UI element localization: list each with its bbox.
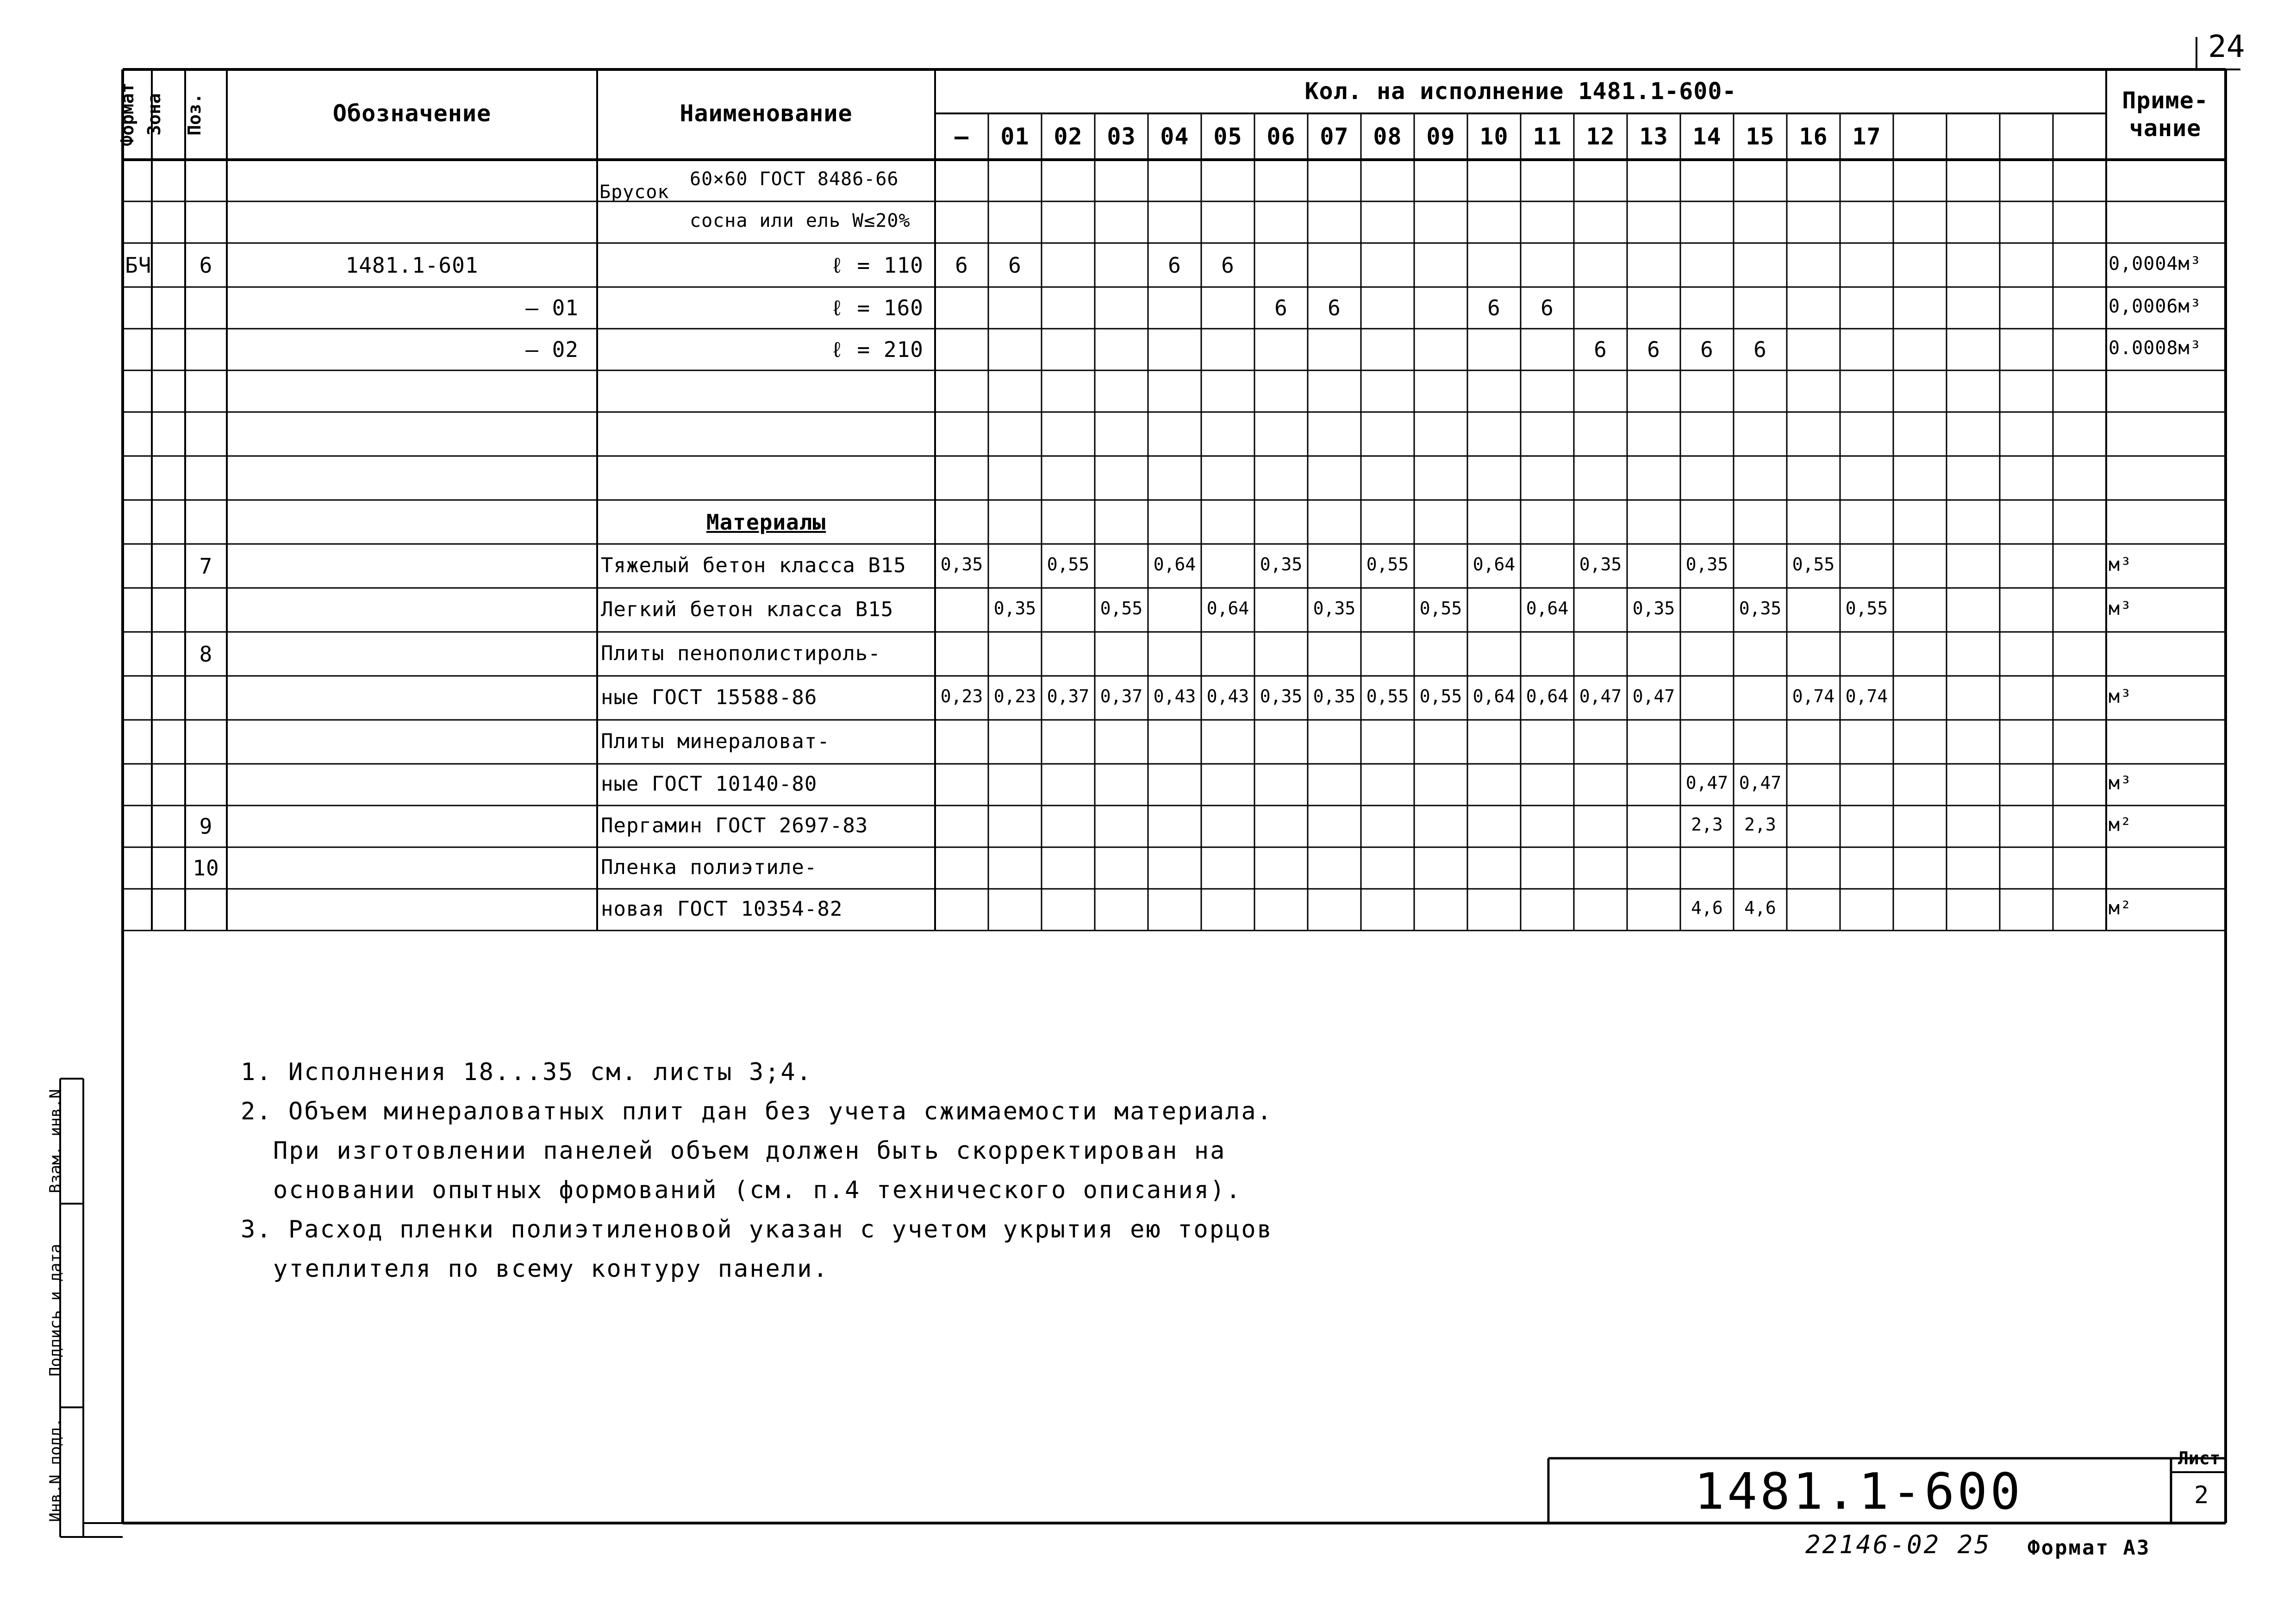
variant-quantity: 0,43 — [1206, 686, 1249, 706]
variant-header-10: 10 — [1479, 123, 1509, 150]
variant-quantity: 0,47 — [1685, 773, 1728, 793]
variant-quantity: 6 — [955, 253, 968, 278]
variant-header-–: – — [954, 123, 969, 150]
variant-quantity: 0,47 — [1632, 686, 1675, 706]
order-number: 22146-02 25 — [1805, 1530, 1991, 1559]
row-position: 10 — [193, 856, 219, 881]
row-position: 8 — [199, 642, 213, 667]
row-designation: – 01 — [525, 295, 579, 320]
row-name-brusok: Брусок — [599, 181, 669, 203]
variant-header-14: 14 — [1692, 123, 1722, 150]
row-note: м³ — [2109, 773, 2132, 794]
row-note: м³ — [2109, 554, 2132, 575]
variant-quantity: 0,64 — [1526, 598, 1569, 618]
variant-header-01: 01 — [1000, 123, 1029, 150]
row-name: ℓ = 210 — [830, 337, 923, 362]
sheet-label: Лист — [2178, 1448, 2221, 1468]
variant-quantity: 4,6 — [1744, 898, 1776, 918]
variant-quantity: 0,35 — [1260, 554, 1303, 575]
note-line: утеплителя по всему контуру панели. — [273, 1255, 829, 1283]
variant-quantity: 0,55 — [1845, 598, 1888, 618]
variant-quantity: 0,64 — [1206, 598, 1249, 618]
row-name: Плиты минераловат- — [601, 730, 830, 753]
variant-quantity: 0,55 — [1047, 554, 1090, 575]
header-format: Формат — [117, 82, 137, 146]
variant-quantity: 0,35 — [1632, 598, 1675, 618]
variant-header-02: 02 — [1054, 123, 1083, 150]
row-note: м³ — [2109, 598, 2132, 619]
variant-header-17: 17 — [1852, 123, 1881, 150]
variant-quantity: 6 — [1753, 337, 1767, 362]
variant-quantity: 6 — [1594, 337, 1607, 362]
variant-quantity: 0,35 — [1313, 686, 1356, 706]
row-note: м² — [2109, 898, 2132, 919]
variant-header-11: 11 — [1533, 123, 1562, 150]
row-position: 6 — [199, 253, 213, 278]
row-note: м² — [2109, 814, 2132, 836]
variant-quantity: 0,35 — [1579, 554, 1622, 575]
row-name-spec: 60×60 ГОСТ 8486-66 — [690, 169, 899, 190]
variant-quantity: 0,64 — [1472, 554, 1516, 575]
variant-quantity: 0,23 — [993, 686, 1036, 706]
variant-quantity: 0,35 — [1313, 598, 1356, 618]
row-note: м³ — [2109, 686, 2132, 707]
row-note: 0,0004м³ — [2109, 253, 2202, 275]
variant-quantity: 6 — [1487, 295, 1501, 320]
side-stamp-replace-inv: Взам. инв.N — [46, 1089, 65, 1193]
note-line: 2. Объем минераловатных плит дан без учета сжимаемости материала. — [241, 1098, 1273, 1125]
variant-header-05: 05 — [1213, 123, 1242, 150]
variant-quantity: 0,37 — [1047, 686, 1090, 706]
variant-quantity: 0,55 — [1419, 598, 1462, 618]
format-label: Формат А3 — [2028, 1536, 2151, 1560]
sheet-number-top: 24 — [2208, 29, 2245, 64]
variant-quantity: 0,35 — [993, 598, 1036, 618]
variant-quantity: 0,55 — [1366, 554, 1409, 575]
variant-header-06: 06 — [1267, 123, 1296, 150]
note-line: При изготовлении панелей объем должен быть скорректирован на — [273, 1137, 1226, 1165]
variant-quantity: 0,35 — [1685, 554, 1728, 575]
header-note-line1: Приме- — [2122, 87, 2209, 114]
variant-header-09: 09 — [1426, 123, 1455, 150]
variant-quantity: 6 — [1647, 337, 1660, 362]
note-line: основании опытных формований (см. п.4 технического описания). — [273, 1176, 1242, 1204]
variant-header-04: 04 — [1160, 123, 1189, 150]
row-name: ℓ = 110 — [830, 253, 923, 278]
header-pos: Поз. — [184, 93, 205, 136]
header-zone: Зона — [144, 93, 164, 136]
row-note: 0,0006м³ — [2109, 296, 2202, 317]
variant-quantity: 0,74 — [1792, 686, 1835, 706]
variant-quantity: 6 — [1008, 253, 1022, 278]
row-name: новая ГОСТ 10354-82 — [601, 897, 843, 921]
variant-quantity: 0,23 — [940, 686, 983, 706]
row-position: 7 — [199, 554, 213, 579]
variant-quantity: 6 — [1221, 253, 1235, 278]
variant-quantity: 0,74 — [1845, 686, 1888, 706]
variant-quantity: 4,6 — [1691, 898, 1723, 918]
variant-quantity: 6 — [1168, 253, 1181, 278]
variant-quantity: 0,64 — [1526, 686, 1569, 706]
variant-quantity: 0,35 — [940, 554, 983, 575]
header-name: Наименование — [680, 100, 853, 127]
row-name: ные ГОСТ 15588-86 — [601, 686, 817, 709]
variant-header-08: 08 — [1373, 123, 1402, 150]
sheet-value: 2 — [2194, 1481, 2209, 1509]
doc-code: 1481.1-600 — [1694, 1463, 2023, 1521]
note-line: 1. Исполнения 18...35 см. листы 3;4. — [241, 1058, 813, 1086]
row-name: Тяжелый бетон класса В15 — [601, 554, 906, 577]
variant-quantity: 0,35 — [1260, 686, 1303, 706]
side-stamp-inv-orig: Инв.N подл. — [46, 1418, 65, 1522]
variant-quantity: 0,55 — [1366, 686, 1409, 706]
variant-quantity: 0,64 — [1153, 554, 1196, 575]
variant-quantity: 6 — [1700, 337, 1714, 362]
row-position: 9 — [199, 814, 213, 839]
variant-header-12: 12 — [1586, 123, 1615, 150]
variant-quantity: 0,47 — [1579, 686, 1622, 706]
note-line: 3. Расход пленки полиэтиленовой указан с учетом укрытия ею торцов — [241, 1216, 1273, 1243]
row-name-spec: сосна или ель W≤20% — [690, 210, 911, 231]
variant-header-15: 15 — [1746, 123, 1775, 150]
variant-quantity: 0,47 — [1739, 773, 1782, 793]
row-designation: 1481.1-601 — [345, 253, 479, 278]
variant-quantity: 6 — [1328, 295, 1341, 320]
variant-header-03: 03 — [1107, 123, 1136, 150]
variant-quantity: 6 — [1274, 295, 1288, 320]
row-designation: – 02 — [525, 337, 579, 362]
header-note-line2: чание — [2129, 115, 2202, 142]
row-name: Легкий бетон класса В15 — [601, 598, 894, 621]
section-heading-materials: Материалы — [706, 510, 826, 535]
side-stamp-signature: Подпись и дата — [46, 1243, 65, 1377]
variant-quantity: 0,35 — [1739, 598, 1782, 618]
row-name: Пергамин ГОСТ 2697-83 — [601, 814, 868, 837]
row-name: Плиты пенополистироль- — [601, 642, 881, 665]
variant-quantity: 2,3 — [1744, 814, 1776, 835]
variant-quantity: 0,55 — [1792, 554, 1835, 575]
row-name: ℓ = 160 — [830, 295, 923, 320]
variant-quantity: 0,55 — [1419, 686, 1462, 706]
row-format: БЧ — [125, 253, 152, 278]
variant-header-16: 16 — [1799, 123, 1828, 150]
row-note: 0.0008м³ — [2109, 337, 2202, 359]
header-designation: Обозначение — [332, 100, 492, 127]
variant-header-13: 13 — [1639, 123, 1668, 150]
variant-quantity: 0,43 — [1153, 686, 1196, 706]
variant-quantity: 6 — [1541, 295, 1554, 320]
row-name: ные ГОСТ 10140-80 — [601, 772, 817, 796]
variant-quantity: 2,3 — [1691, 814, 1723, 835]
variant-quantity: 0,64 — [1472, 686, 1516, 706]
variant-quantity: 0,55 — [1100, 598, 1143, 618]
header-qty-title: Кол. на исполнение 1481.1-600- — [1304, 78, 1737, 105]
row-name: Пленка полиэтиле- — [601, 856, 817, 879]
variant-header-07: 07 — [1320, 123, 1349, 150]
variant-quantity: 0,37 — [1100, 686, 1143, 706]
